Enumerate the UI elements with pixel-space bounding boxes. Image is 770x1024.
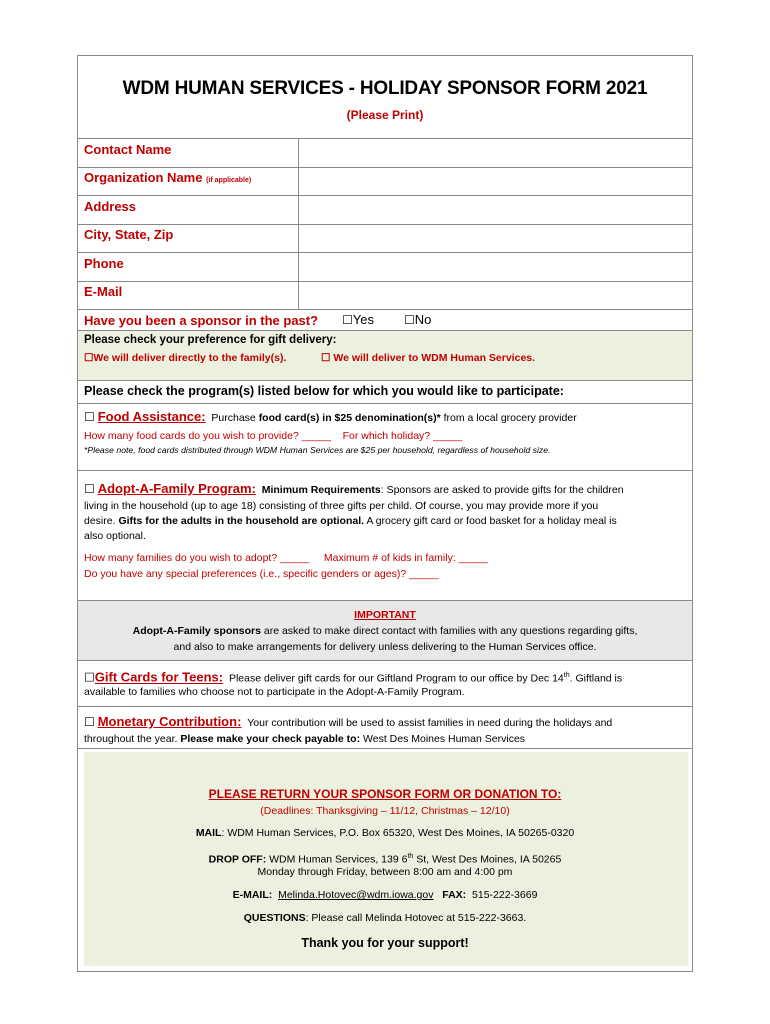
gift-cards-line-1: [84, 668, 622, 687]
return-email-label: E-MAIL:: [232, 889, 273, 901]
max-kids-question[interactable]: Maximum # of kids in family: _____: [323, 552, 488, 564]
table-divider: [78, 309, 692, 310]
adopt-line3b: Gifts for the adults in the household are optional.: [118, 515, 365, 527]
form-title: WDM HUMAN SERVICES - HOLIDAY SPONSOR FORM 2021: [122, 78, 648, 99]
preferences-question[interactable]: Do you have any special preferences (i.e., specific genders or ages)? _____: [84, 568, 439, 580]
organization-name-field[interactable]: [300, 169, 692, 195]
gift-cards-text: Please deliver gift cards for our Giftland Program to our office by Dec 14: [228, 672, 564, 685]
food-cards-question[interactable]: How many food cards do you wish to provide? _____: [84, 430, 331, 442]
organization-name-text: Organization Name: [84, 170, 203, 185]
monetary-checkbox-icon[interactable]: ☐: [84, 715, 95, 729]
section-divider: [78, 600, 692, 601]
dropoff-hours: Monday through Friday, between 8:00 am and 4:00 pm: [257, 866, 513, 878]
organization-name-label: [84, 170, 251, 185]
monetary-title: Monetary Contribution:: [97, 714, 242, 729]
phone-label: Phone: [84, 256, 124, 271]
gift-cards-text-b: . Giftland is: [569, 672, 623, 685]
table-divider: [78, 167, 692, 168]
return-deadlines: (Deadlines: Thanksgiving – 11/12, Christmas – 12/10): [260, 805, 510, 817]
email-field[interactable]: [300, 283, 692, 309]
questions-label: QUESTIONS: [243, 912, 306, 924]
table-divider: [78, 281, 692, 282]
deliver-to-family-option[interactable]: [84, 351, 286, 366]
monetary-line2c: West Des Moines Human Services: [360, 733, 526, 745]
monetary-line2b: Please make your check payable to:: [180, 733, 361, 745]
dropoff-address-b: St, West Des Moines, IA 50265: [413, 853, 562, 866]
deliver-to-office-option[interactable]: [321, 351, 535, 366]
contact-name-field[interactable]: [300, 140, 692, 166]
section-divider: [78, 330, 692, 331]
table-divider: [78, 138, 692, 139]
gift-cards-title: Gift Cards for Teens:: [94, 669, 224, 685]
organization-note: (if applicable): [206, 177, 252, 184]
address-label: Address: [84, 199, 137, 214]
adopt-line-4: also optional.: [84, 530, 146, 542]
adopt-req-label: Minimum Requirements: [261, 484, 381, 496]
adopt-checkbox-icon[interactable]: ☐: [84, 482, 95, 496]
sponsor-no-option[interactable]: [404, 312, 431, 327]
table-divider: [78, 224, 692, 225]
monetary-line2a: throughout the year.: [84, 733, 181, 745]
monetary-line-2: [84, 732, 525, 747]
table-divider: [78, 195, 692, 196]
food-assistance-line: [84, 409, 577, 426]
monetary-text: Your contribution will be used to assist families in need during the holidays and: [247, 717, 613, 729]
important-heading: IMPORTANT: [354, 609, 416, 621]
return-questions: [78, 911, 692, 926]
form-subtitle: (Please Print): [346, 108, 424, 122]
city-state-zip-field[interactable]: [300, 226, 692, 252]
section-divider: [78, 706, 692, 707]
fax-label: FAX:: [442, 889, 467, 901]
return-heading: PLEASE RETURN YOUR SPONSOR FORM OR DONATION TO:: [208, 787, 562, 801]
section-divider: [78, 748, 692, 749]
sponsor-yes-option[interactable]: [342, 312, 374, 327]
phone-field[interactable]: [300, 254, 692, 280]
deliver-family-checkbox-icon[interactable]: ☐: [84, 352, 94, 364]
gift-cards-checkbox-icon[interactable]: ☐: [84, 670, 95, 685]
programs-heading: Please check the program(s) listed below for which you would like to participate:: [84, 384, 564, 398]
adopt-line3a: desire.: [84, 515, 119, 527]
food-holiday-question[interactable]: For which holiday? _____: [342, 430, 463, 442]
food-question-line: [84, 429, 462, 444]
sponsor-question-label: Have you been a sponsor in the past?: [84, 313, 319, 328]
fax-number: 515-222-3669: [472, 889, 538, 901]
section-divider: [78, 403, 692, 404]
table-divider: [78, 252, 692, 253]
return-email-link[interactable]: Melinda.Hotovec@wdm.iowa.gov: [278, 889, 434, 901]
food-text-b: food card(s) in $25 denomination(s)*: [258, 412, 441, 424]
adopt-question-line: [84, 551, 488, 566]
email-label: E-Mail: [84, 284, 123, 299]
mail-address: : WDM Human Services, P.O. Box 65320, West Des Moines, IA 50265-0320: [221, 827, 575, 839]
city-state-zip-label: City, State, Zip: [84, 227, 174, 242]
adopt-line-3: [84, 514, 617, 529]
contact-name-label: Contact Name: [84, 142, 172, 157]
food-text-c: from a local grocery provider: [440, 412, 577, 424]
food-checkbox-icon[interactable]: ☐: [84, 410, 95, 424]
dropoff-address-a: WDM Human Services, 139 6: [266, 853, 408, 866]
food-text-a: Purchase: [211, 412, 259, 424]
dropoff-sup: th: [407, 853, 414, 860]
section-divider: [78, 470, 692, 471]
no-checkbox-icon[interactable]: ☐: [404, 313, 415, 327]
mail-label: MAIL: [195, 827, 222, 839]
food-assistance-title: Food Assistance:: [97, 409, 206, 424]
table-column-divider: [298, 138, 299, 309]
adopt-family-title: Adopt-A-Family Program:: [97, 481, 256, 496]
families-question[interactable]: How many families do you wish to adopt? _____: [84, 552, 310, 564]
yes-label: Yes: [352, 312, 374, 327]
thank-you-message: Thank you for your support!: [301, 936, 469, 950]
adopt-line-2: living in the household (up to age 18) consisting of three gifts per child. Of course, you may provide more if you: [84, 500, 599, 512]
monetary-line-1: [84, 714, 612, 731]
food-note: *Please note, food cards distributed through WDM Human Services are $25 per household, regardless of household size.: [84, 445, 551, 455]
important-line-2: and also to make arrangements for delivery unless delivering to the Human Services office.: [173, 641, 597, 653]
return-mail: [78, 826, 692, 841]
gift-cards-line-2: available to families who choose not to participate in the Adopt-A-Family Program.: [84, 686, 465, 698]
adopt-line3c: A grocery gift card or food basket for a holiday meal is: [364, 515, 617, 527]
sponsor-form: [77, 55, 693, 972]
gift-cards-sup: th: [563, 672, 570, 679]
adopt-line-1: [84, 481, 684, 498]
address-field[interactable]: [300, 197, 692, 223]
adopt-line1-text: : Sponsors are asked to provide gifts for the children: [380, 484, 624, 496]
yes-checkbox-icon[interactable]: ☐: [342, 313, 353, 327]
important-bold: Adopt-A-Family sponsors: [132, 625, 261, 637]
important-line-1: [78, 624, 692, 639]
deliver-office-label: We will deliver to WDM Human Services.: [333, 352, 536, 364]
questions-text: : Please call Melinda Hotovec at 515-222-3663.: [305, 912, 527, 924]
deliver-office-checkbox-icon[interactable]: ☐: [321, 352, 331, 364]
dropoff-label: DROP OFF:: [208, 853, 267, 866]
section-divider: [78, 380, 692, 381]
delivery-heading: Please check your preference for gift delivery:: [84, 334, 337, 346]
section-divider: [78, 660, 692, 661]
no-label: No: [414, 312, 432, 327]
deliver-family-label: We will deliver directly to the family(s).: [93, 352, 287, 364]
return-email-fax: [78, 888, 692, 903]
important-text-1: are asked to make direct contact with families with any questions regarding gifts,: [260, 625, 638, 637]
